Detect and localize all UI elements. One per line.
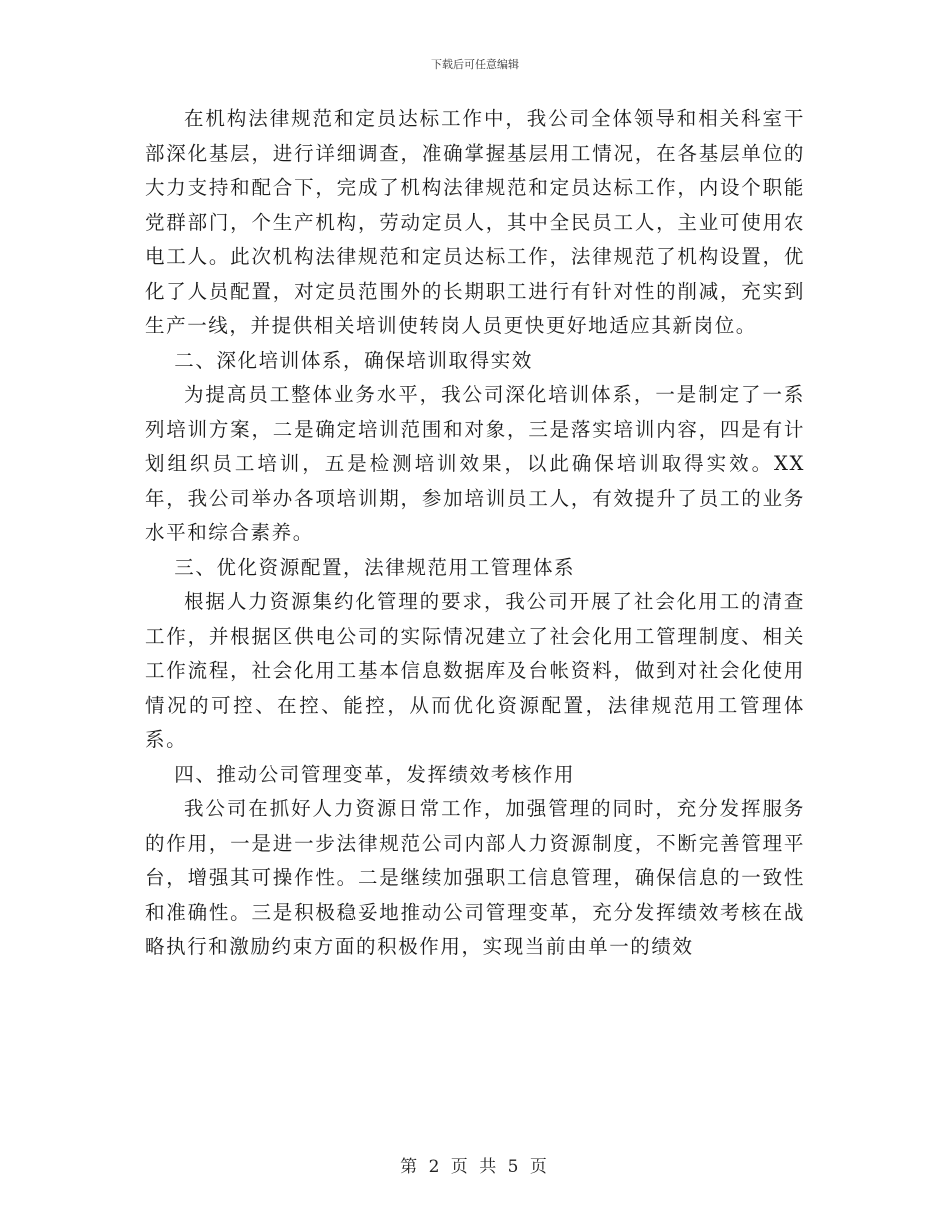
paragraph-management: 我公司在抓好人力资源日常工作，加强管理的同时，充分发挥服务的作用，一是进一步法律规范公司内部人力资源制度，不断完善管理平台，增强其可操作性。二是继续加强职工信息管理，确保信息的一致性和准确性。三是积极稳妥地推动公司管理变革，充分发挥绩效考核在战略执行和激励约束方面的积极作用，实现当前由单一的绩效 [145, 797, 805, 958]
section-heading-resources: 三、优化资源配置，法律规范用工管理体系 [174, 555, 576, 579]
section-heading-training: 二、深化培训体系，确保培训取得实效 [174, 348, 533, 372]
paragraph-training: 为提高员工整体业务水平，我公司深化培训体系，一是制定了一系列培训方案，二是确定培训范围和对象，三是落实培训内容，四是有计划组织员工培训，五是检测培训效果，以此确保培训取得实效。XX年，我公司举办各项培训期，参加培训员工人，有效提升了员工的业务水平和综合素养。 [145, 383, 805, 544]
page-header: 下载后可任意编辑 [431, 58, 519, 71]
page-number: 第 2 页 共 5 页 [400, 1157, 550, 1177]
paragraph-staffing: 在机构法律规范和定员达标工作中，我公司全体领导和相关科室干部深化基层，进行详细调查，准确掌握基层用工情况，在各基层单位的大力支持和配合下，完成了机构法律规范和定员达标工作，内设个职能党群部门，个生产机构，劳动定员人，其中全民员工人，主业可使用农电工人。此次机构法律规范和定员达标工作，法律规范了机构设置，优化了人员配置，对定员范围外的长期职工进行有针对性的削减，充实到生产一线，并提供相关培训使转岗人员更快更好地适应其新岗位。 [145, 107, 805, 337]
paragraph-resources: 根据人力资源集约化管理的要求，我公司开展了社会化用工的清查工作，并根据区供电公司的实际情况建立了社会化用工管理制度、相关工作流程，社会化用工基本信息数据库及台帐资料，做到对社会化使用情况的可控、在控、能控，从而优化资源配置，法律规范用工管理体系。 [145, 590, 805, 751]
document-body [145, 102, 805, 965]
section-heading-management: 四、推动公司管理变革，发挥绩效考核作用 [174, 762, 576, 786]
